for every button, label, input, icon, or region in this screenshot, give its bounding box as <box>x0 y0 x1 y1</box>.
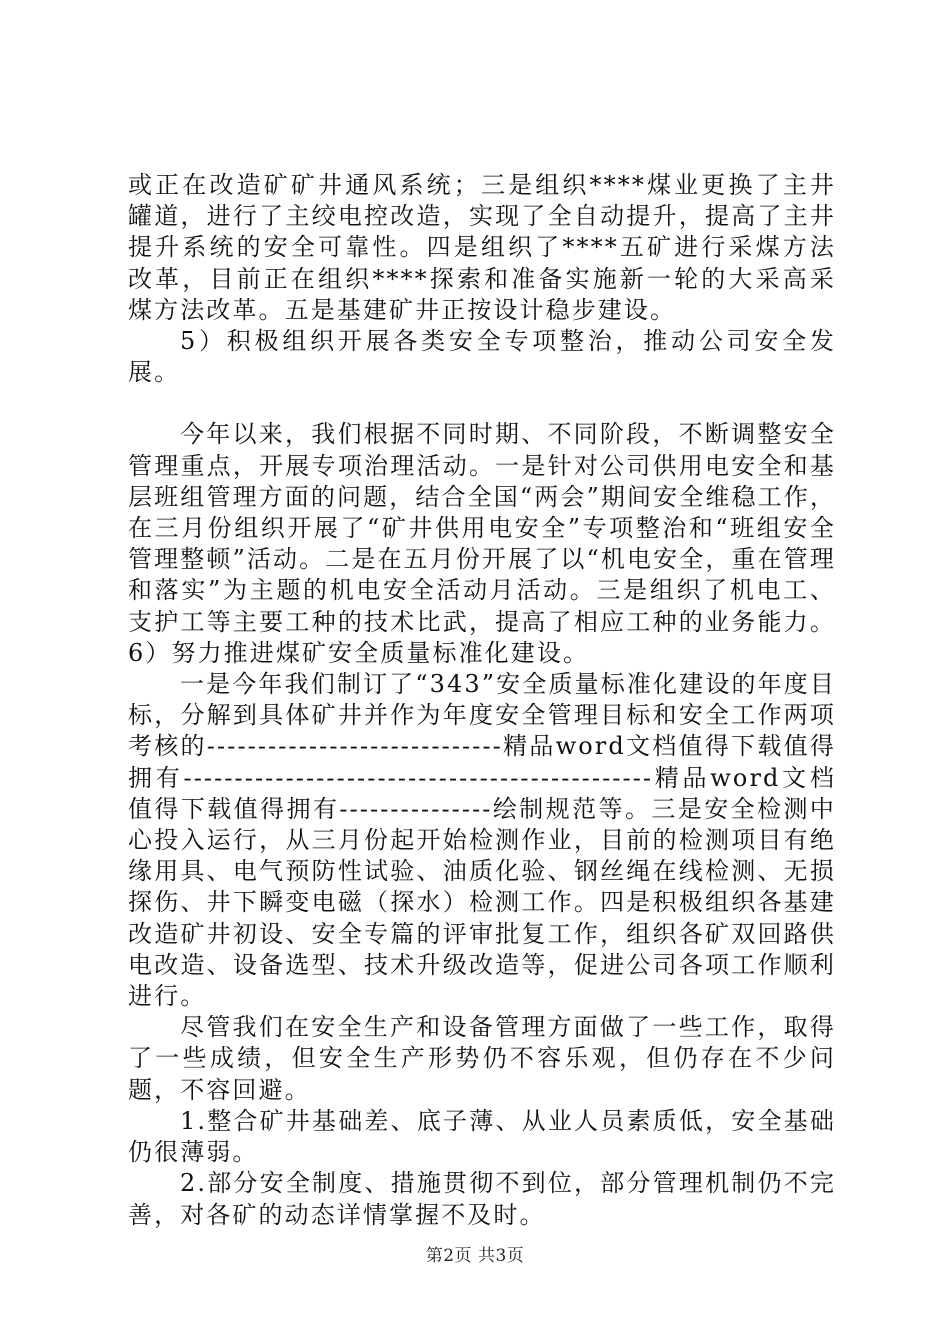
page-number-footer: 第2页 共3页 <box>425 1246 525 1266</box>
paragraph-5: 尽管我们在安全生产和设备管理方面做了一些工作，取得了一些成绩，但安全生产形势仍不容乐观，但仍存在不少问题，不容回避。 <box>128 1013 836 1104</box>
paragraph-6-list-item-1: 1.整合矿井基础差、底子薄、从业人员素质低，安全基础仍很薄弱。 <box>128 1106 836 1167</box>
paragraph-1: 或正在改造矿矿井通风系统；三是组织****煤业更换了主井罐道，进行了主绞电控改造，实现了全自动提升，提高了主井提升系统的安全可靠性。四是组织了****五矿进行采煤方法改革，目前正在组织****探索和准备实施新一轮的大采高采煤方法改革。五是基建矿井正按设计稳步建设。 <box>128 171 836 324</box>
document-body <box>128 170 836 1231</box>
paragraph-3: 今年以来，我们根据不同时期、不同阶段，不断调整安全管理重点，开展专项治理活动。一是针对公司供用电安全和基层班组管理方面的问题，结合全国“两会”期间安全维稳工作，在三月份组织开展了“矿井供用电安全”专项整治和“班组安全管理整顿”活动。二是在五月份开展了以“机电安全，重在管理和落实”为主题的机电安全活动月活动。三是组织了机电工、支护工等主要工种的技术比武，提高了相应工种的业务能力。6）努力推进煤矿安全质量标准化建设。 <box>128 420 836 667</box>
paragraph-4: 一是今年我们制订了“343”安全质量标准化建设的年度目标，分解到具体矿井并作为年度安全管理目标和安全工作两项考核的-----------------------------精品word文档值得下载值得拥有----------------------------------------------精品word文档值得下载值得拥有---------------绘制规范等。三是安全检测中心投入运行，从三月份起开始检测作业，目前的检测项目有绝缘用具、电气预防性试验、油质化验、钢丝绳在线检测、无损探伤、井下瞬变电磁（探水）检测工作。四是积极组织各基建改造矿井初设、安全专篇的评审批复工作，组织各矿双回路供电改造、设备选型、技术升级改造等，促进公司各项工作顺利进行。 <box>128 670 836 1011</box>
paragraph-7-list-item-2: 2.部分安全制度、措施贯彻不到位，部分管理机制仍不完善，对各矿的动态详情掌握不及时。 <box>128 1169 836 1229</box>
blank-line <box>128 388 836 419</box>
paragraph-2-heading: 5）积极组织开展各类安全专项整治，推动公司安全发展。 <box>128 327 836 387</box>
